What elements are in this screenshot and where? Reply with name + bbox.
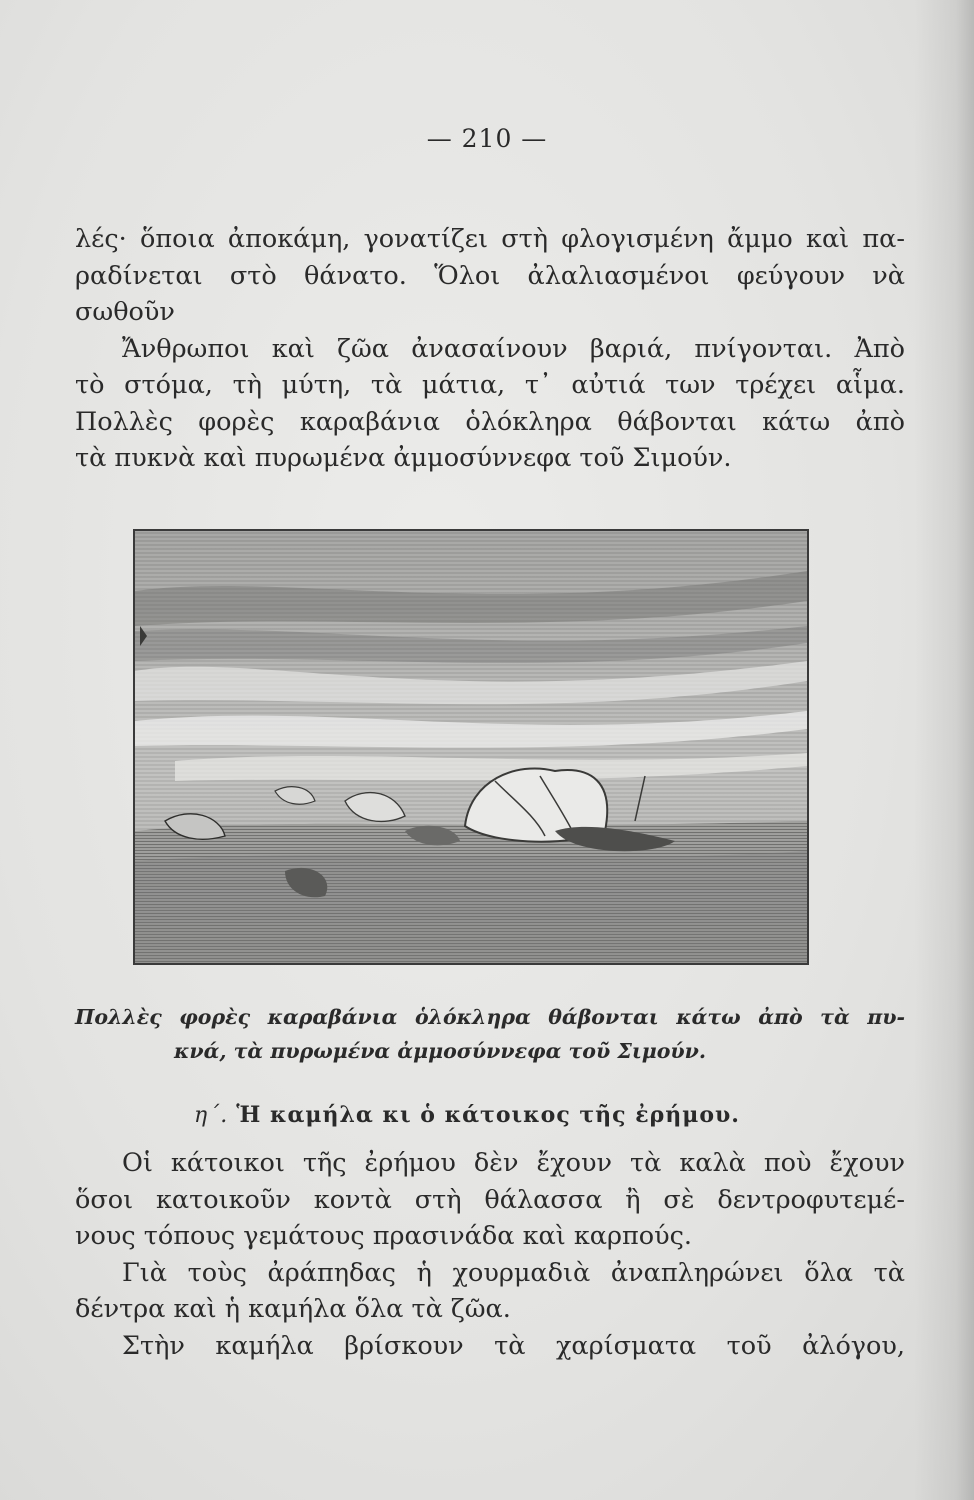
text-line: Πολλὲς φορὲς καραβάνια ὁλόκληρα θάβονται κάτω ἀπὸ [75, 406, 905, 437]
paragraph-2 [75, 1145, 905, 1364]
section-heading [0, 1102, 974, 1128]
page-number: — 210 — [426, 124, 548, 153]
text-line: λές· ὅποια ἀποκάμη, γονατίζει στὴ φλογισμένη ἄμμο καὶ πα- [75, 224, 905, 254]
paragraph-1 [75, 221, 905, 477]
text-line: Ἄνθρωποι καὶ ζῶα ἀνασαίνουν βαριά, πνίγονται. Ἀπὸ [122, 333, 905, 364]
text-line: Γιὰ τοὺς ἀράπηδας ἡ χουρμαδιὰ ἀναπληρώνει ὅλα τὰ [122, 1257, 905, 1288]
text-line: ὅσοι κατοικοῦν κοντὰ στὴ θάλασσα ἢ σὲ δεντροφυτεμέ- [75, 1184, 905, 1215]
text-line: σωθοῦν [75, 297, 175, 327]
caption-line: Πολλὲς φορὲς καραβάνια ὁλόκληρα θάβονται κάτω ἀπὸ τὰ πυ- [75, 1005, 905, 1029]
section-number: η΄. [194, 1103, 229, 1128]
text-line: τὸ στόμα, τὴ μύτη, τὰ μάτια, τ᾿ αὐτιά των τρέχει αἷμα. [75, 370, 905, 400]
desert-sandstorm-engraving [135, 531, 807, 963]
page-gutter-shadow [914, 0, 974, 1500]
figure-caption [75, 1000, 905, 1068]
section-title: Ἡ καμήλα κι ὁ κάτοικος τῆς ἐρήμου. [236, 1102, 740, 1128]
text-line: δέντρα καὶ ἡ καμήλα ὅλα τὰ ζῶα. [75, 1294, 511, 1324]
text-line: νους τόπους γεμάτους πρασινάδα καὶ καρπούς. [75, 1221, 692, 1251]
text-line: τὰ πυκνὰ καὶ πυρωμένα ἀμμοσύννεφα τοῦ Σιμούν. [75, 443, 732, 473]
engraving-illustration [133, 529, 809, 965]
text-line: Στὴν καμήλα βρίσκουν τὰ χαρίσματα τοῦ ἀλόγου, [122, 1330, 905, 1361]
text-line: ραδίνεται στὸ θάνατο. Ὅλοι ἀλαλιασμένοι φεύγουν νὰ [75, 260, 905, 291]
caption-line: κνά, τὰ πυρωμένα ἀμμοσύννεφα τοῦ Σιμούν. [174, 1039, 706, 1063]
text-line: Οἱ κάτοικοι τῆς ἐρήμου δὲν ἔχουν τὰ καλὰ ποὺ ἔχουν [122, 1148, 905, 1178]
